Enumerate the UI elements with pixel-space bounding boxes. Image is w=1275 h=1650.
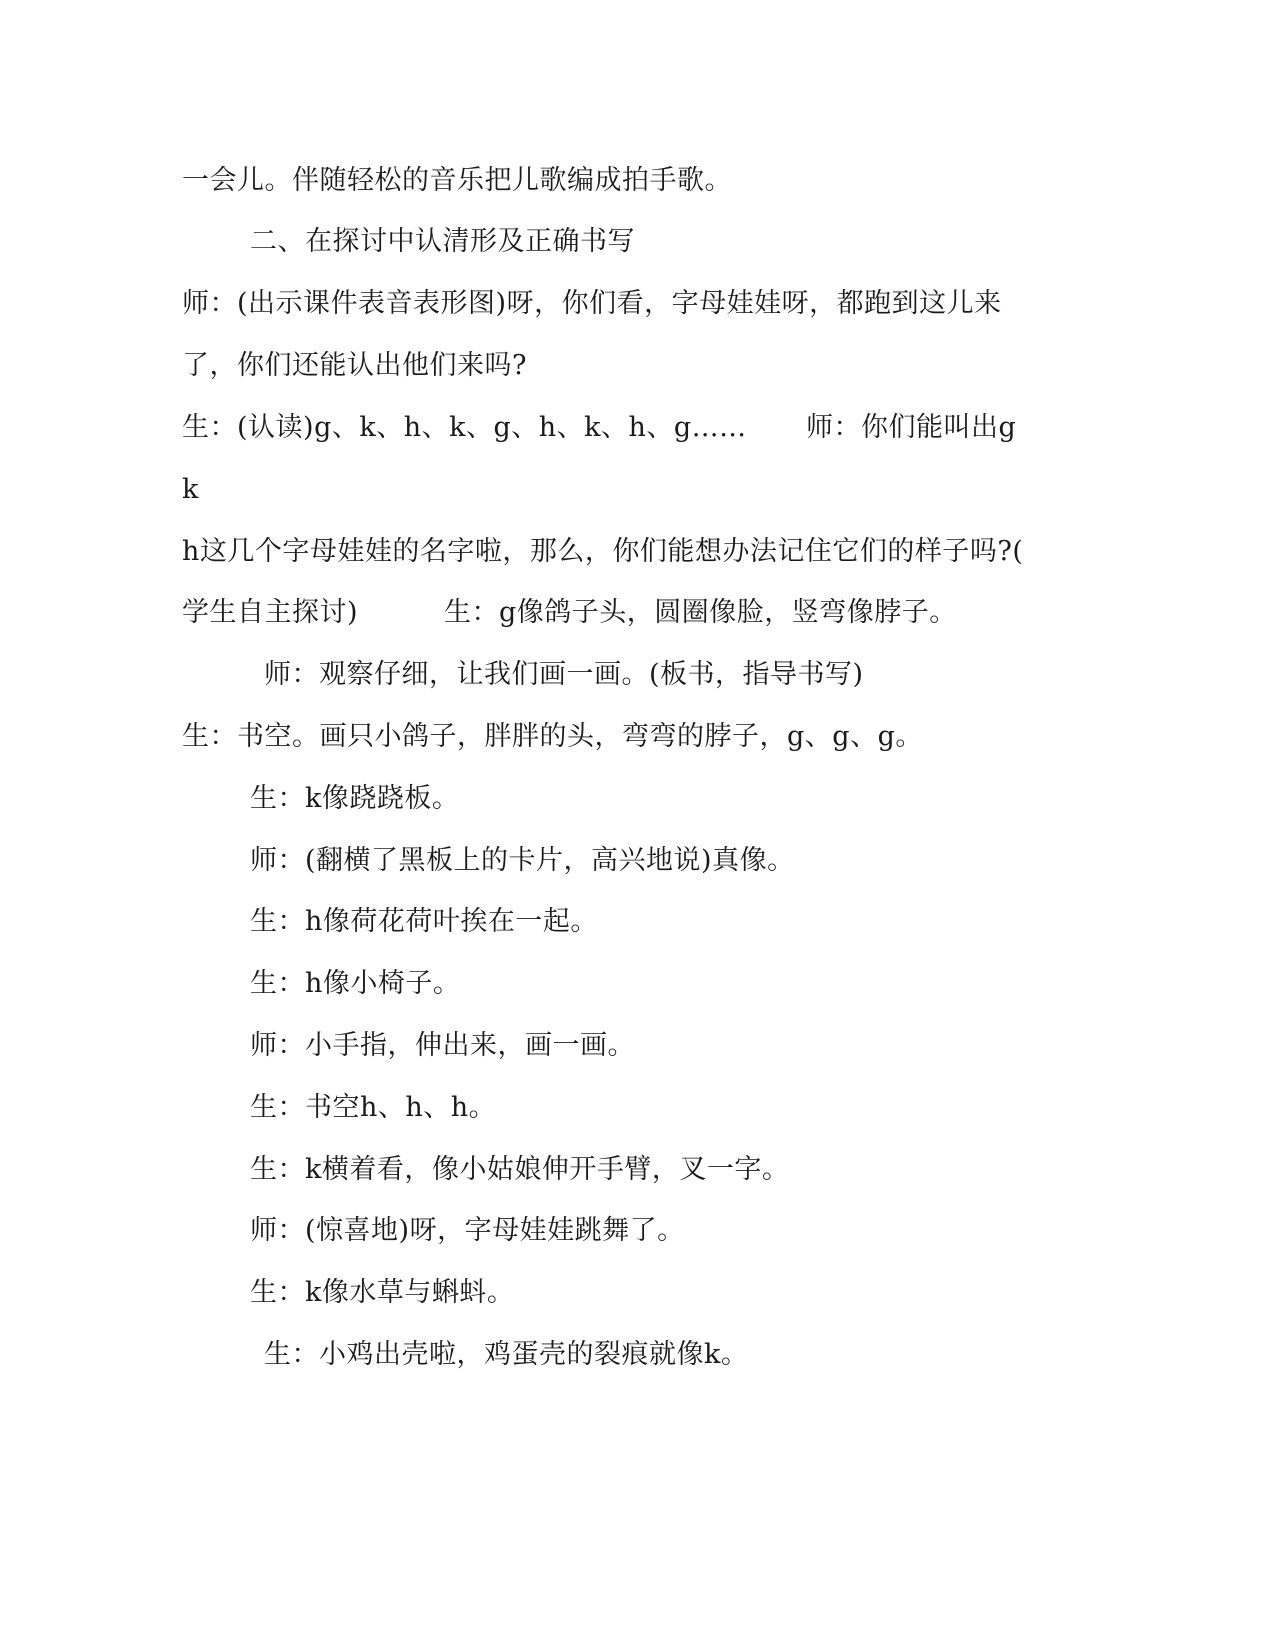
text-line-4: 了，你们还能认出他们来吗? (182, 350, 527, 381)
text-line-5: 生：(认读)g、k、h、k、g、h、k、h、g…… (182, 412, 747, 443)
text-line-19: 生：k横着看，像小姑娘伸开手臂，叉一字。 (250, 1154, 790, 1185)
text-line-11: 师：观察仔细，让我们画一画。(板书，指导书写) (264, 659, 864, 690)
text-line-13: 生：k像跷跷板。 (250, 783, 460, 814)
text-line-6: 师：你们能叫出g (806, 412, 1017, 443)
text-line-18: 生：书空h、h、h。 (250, 1092, 497, 1123)
text-line-8: h这几个字母娃娃的名字啦，那么，你们能想办法记住它们的样子吗?( (182, 536, 1024, 567)
text-line-16: 生：h像小椅子。 (250, 968, 461, 999)
text-line-22: 生：小鸡出壳啦，鸡蛋壳的裂痕就像k。 (264, 1339, 749, 1370)
text-line-17: 师：小手指，伸出来，画一画。 (250, 1030, 635, 1061)
text-line-15: 生：h像荷花荷叶挨在一起。 (250, 906, 598, 937)
text-line-10: 生：g像鸽子头，圆圈像脸，竖弯像脖子。 (444, 597, 957, 628)
text-line-9: 学生自主探讨) (182, 597, 359, 628)
text-line-7: k (182, 474, 199, 505)
text-line-3: 师：(出示课件表音表形图)呀，你们看，字母娃娃呀，都跑到这儿来 (182, 288, 1002, 319)
text-line-1: 一会儿。伴随轻松的音乐把儿歌编成拍手歌。 (182, 165, 732, 196)
text-line-20: 师：(惊喜地)呀，字母娃娃跳舞了。 (250, 1215, 685, 1246)
text-line-12: 生：书空。画只小鸽子，胖胖的头，弯弯的脖子，g、g、g。 (182, 721, 923, 752)
text-line-21: 生：k像水草与蝌蚪。 (250, 1277, 515, 1308)
text-line-14: 师：(翻横了黑板上的卡片，高兴地说)真像。 (250, 845, 795, 876)
section-heading: 二、在探讨中认清形及正确书写 (250, 226, 635, 257)
